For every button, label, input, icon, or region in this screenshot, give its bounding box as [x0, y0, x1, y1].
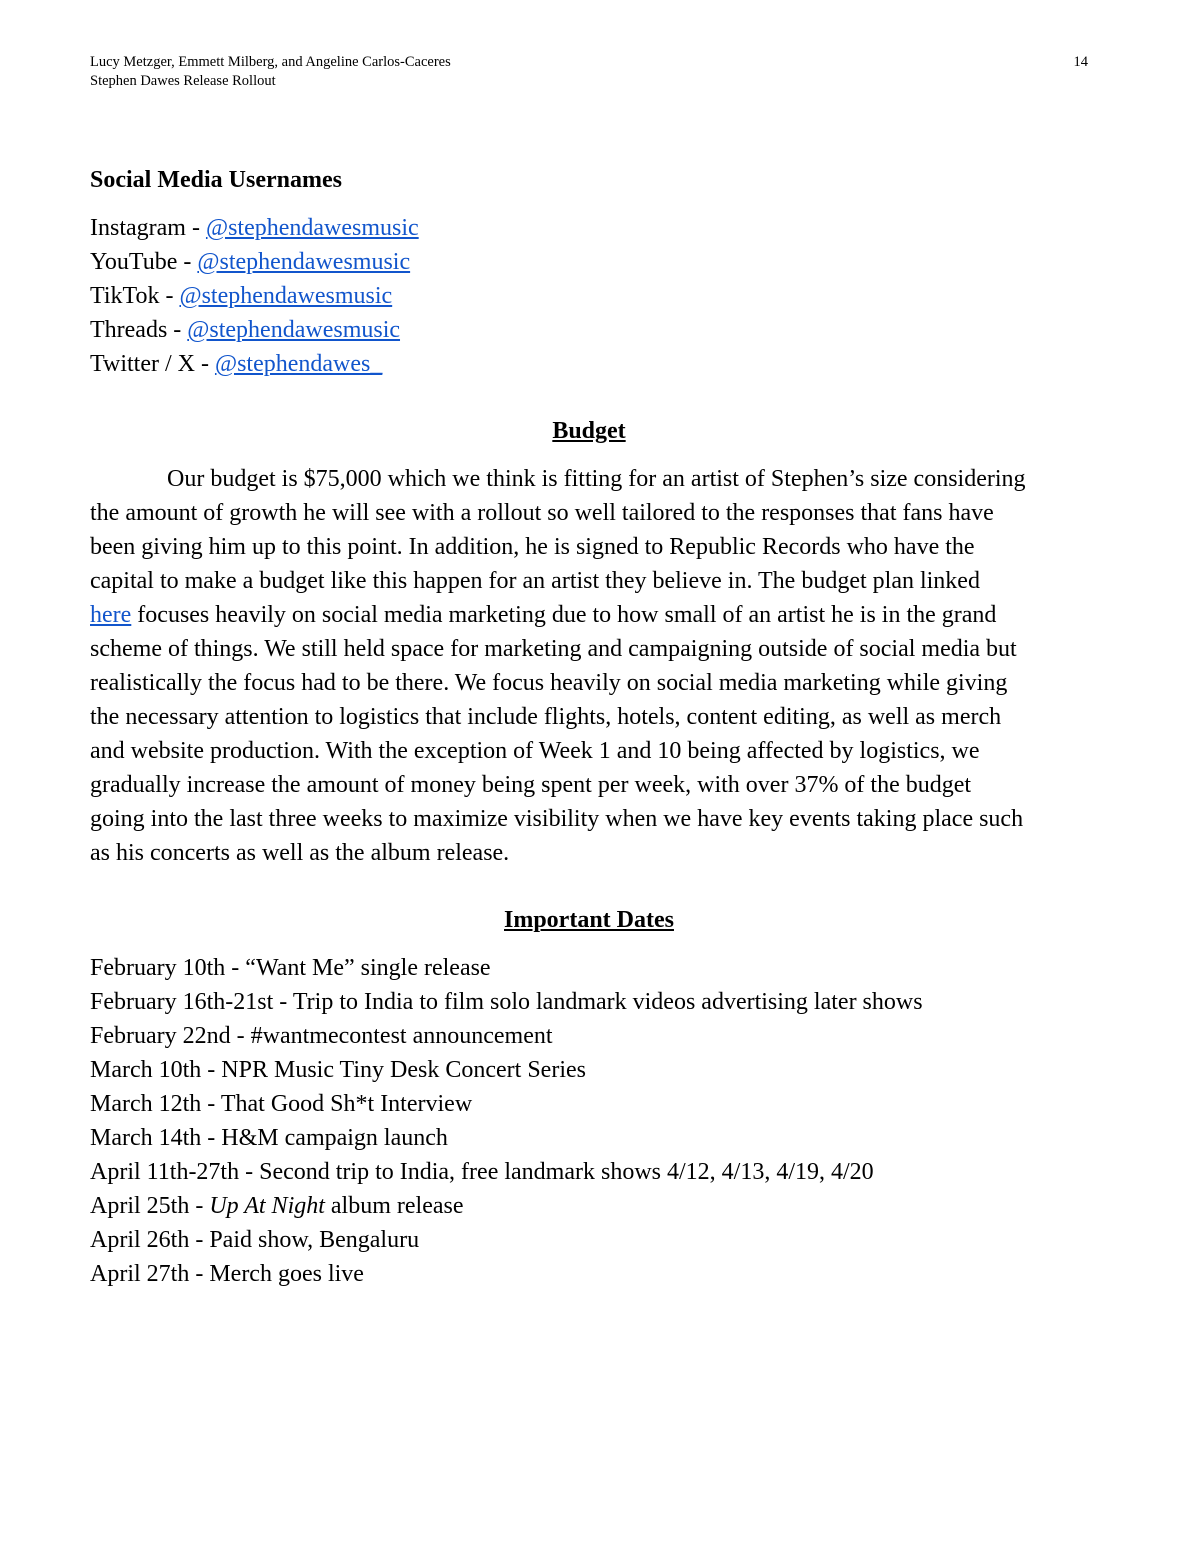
page-content — [90, 163, 1088, 1291]
page-header — [90, 53, 1088, 91]
social-item-instagram — [90, 211, 1088, 245]
important-dates-title: Important Dates — [504, 907, 674, 933]
important-dates-list — [90, 951, 1088, 1291]
budget-line: the necessary attention to logistics that include flights, hotels, content editing, as well as merch — [90, 704, 1002, 730]
header-subtitle: Stephen Dawes Release Rollout — [90, 73, 276, 89]
date-item: April 11th-27th - Second trip to India, free landmark shows 4/12, 4/13, 4/19, 4/20 — [90, 1159, 874, 1185]
budget-plan-link[interactable]: here — [90, 602, 132, 628]
instagram-handle-link[interactable]: @stephendawesmusic — [205, 215, 419, 241]
date-item: April 26th - Paid show, Bengaluru — [90, 1227, 420, 1253]
budget-paragraph — [90, 462, 1088, 870]
threads-handle-link[interactable]: @stephendawesmusic — [187, 317, 401, 343]
social-item-youtube — [90, 245, 1088, 279]
social-platform-label: Twitter / X - — [90, 351, 215, 377]
budget-line: been giving him up to this point. In addition, he is signed to Republic Records who have the — [90, 534, 975, 560]
social-media-title: Social Media Usernames — [90, 167, 342, 193]
budget-line-with-link — [90, 598, 1088, 632]
budget-line: and website production. With the exception of Week 1 and 10 being affected by logistics, we — [90, 738, 980, 764]
date-item: March 14th - H&M campaign launch — [90, 1125, 448, 1151]
date-item: March 12th - That Good Sh*t Interview — [90, 1091, 473, 1117]
social-item-threads — [90, 313, 1088, 347]
budget-line: going into the last three weeks to maximize visibility when we have key events taking place such — [90, 806, 1024, 832]
date-prefix: April 25th - — [90, 1193, 210, 1219]
social-platform-label: YouTube - — [90, 249, 198, 275]
date-item: March 10th - NPR Music Tiny Desk Concert Series — [90, 1057, 586, 1083]
header-authors: Lucy Metzger, Emmett Milberg, and Angeline Carlos-Caceres — [90, 54, 451, 70]
budget-line: Our budget is $75,000 which we think is fitting for an artist of Stephen’s size considering — [167, 466, 1026, 492]
youtube-handle-link[interactable]: @stephendawesmusic — [197, 249, 411, 275]
budget-line: as his concerts as well as the album release. — [90, 840, 510, 866]
date-item: February 16th-21st - Trip to India to film solo landmark videos advertising later shows — [90, 989, 923, 1015]
social-platform-label: Threads - — [90, 317, 188, 343]
budget-line: scheme of things. We still held space for marketing and campaigning outside of social media but — [90, 636, 1017, 662]
budget-line: realistically the focus had to be there. We focus heavily on social media marketing while giving — [90, 670, 1008, 696]
social-item-tiktok — [90, 279, 1088, 313]
album-title: Up At Night — [209, 1193, 325, 1219]
social-item-twitter — [90, 347, 1088, 381]
page-number: 14 — [1073, 54, 1088, 70]
date-item-album-release — [90, 1189, 1088, 1223]
budget-title: Budget — [552, 418, 626, 444]
budget-line-text: focuses heavily on social media marketing due to how small of an artist he is in the grand — [137, 602, 997, 628]
social-platform-label: Instagram - — [90, 215, 206, 241]
twitter-handle-link[interactable]: @stephendawes_ — [214, 351, 383, 377]
budget-line: the amount of growth he will see with a rollout so well tailored to the responses that fans have — [90, 500, 994, 526]
tiktok-handle-link[interactable]: @stephendawesmusic — [179, 283, 393, 309]
date-suffix: album release — [324, 1193, 464, 1219]
budget-line: gradually increase the amount of money being spent per week, with over 37% of the budget — [90, 772, 972, 798]
date-item: February 10th - “Want Me” single release — [90, 955, 491, 981]
budget-line: capital to make a budget like this happen for an artist they believe in. The budget plan linked — [90, 568, 980, 594]
social-media-list — [90, 211, 1088, 381]
social-platform-label: TikTok - — [90, 283, 180, 309]
date-item: February 22nd - #wantmecontest announcement — [90, 1023, 553, 1049]
date-item: April 27th - Merch goes live — [90, 1261, 364, 1287]
